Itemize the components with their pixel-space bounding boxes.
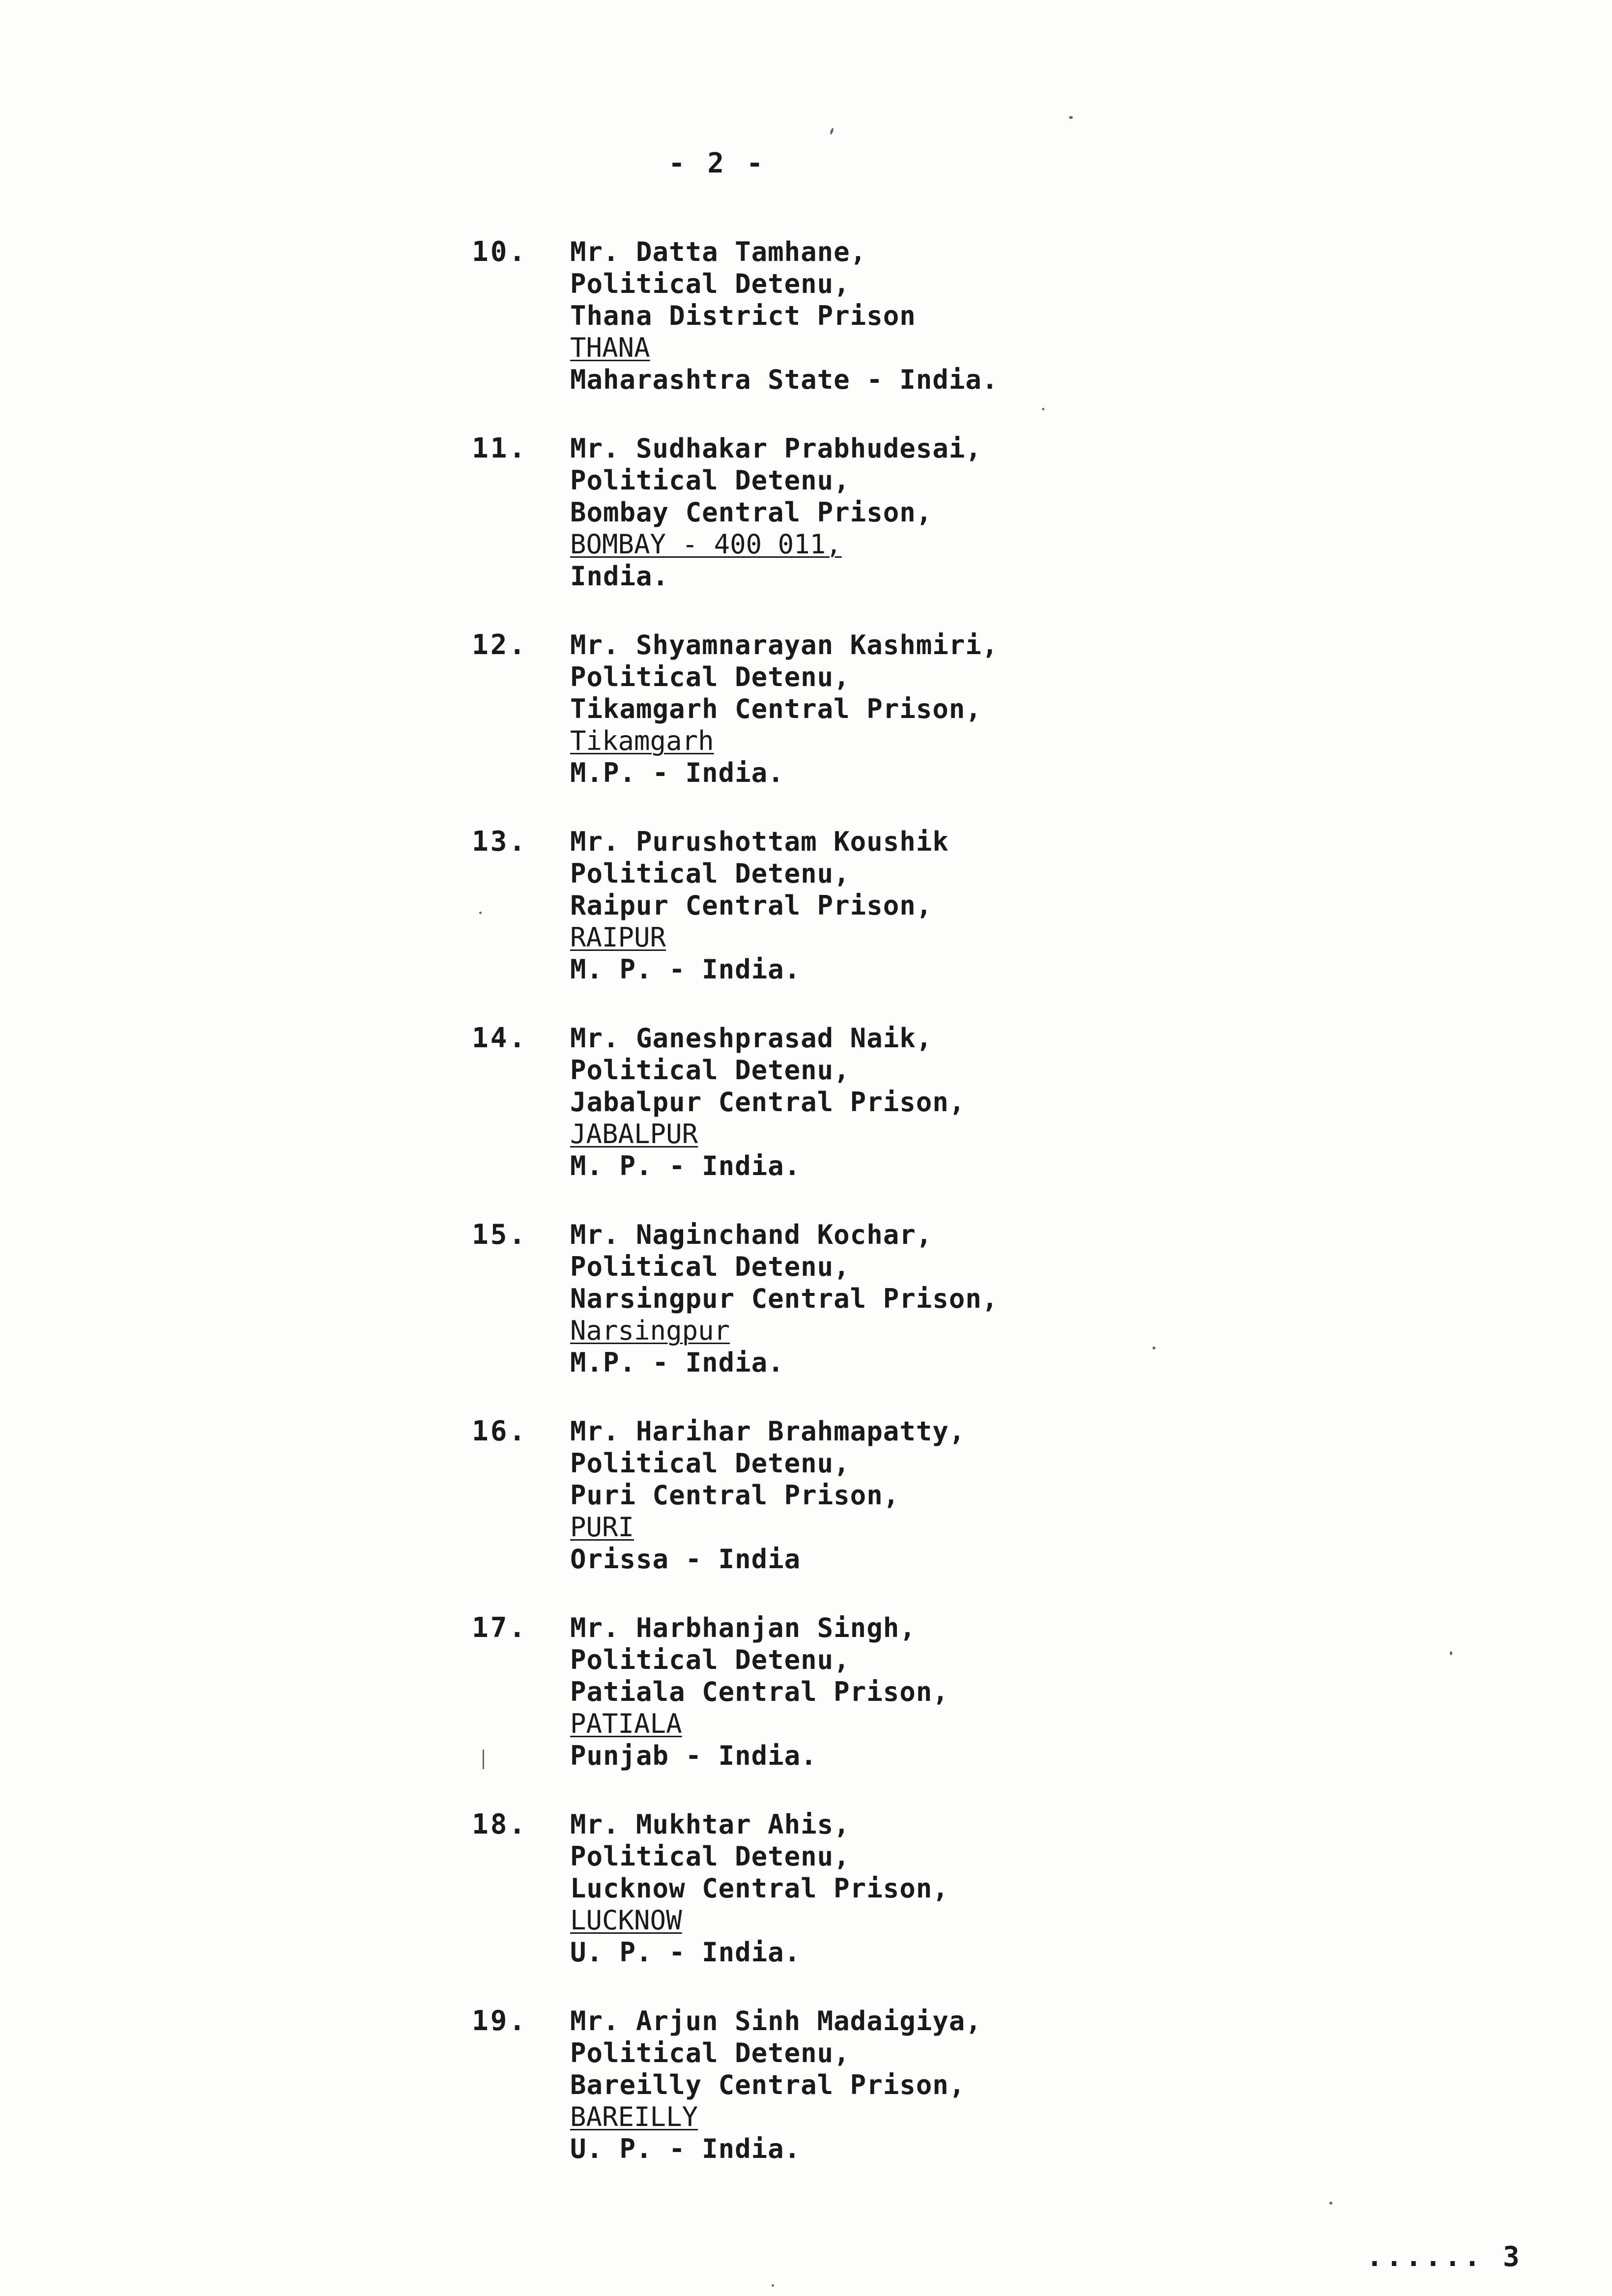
prison-name: Patiala Central Prison,: [570, 1676, 949, 1707]
list-item: [472, 629, 1160, 826]
entry-number: 13.: [472, 826, 528, 858]
prison-city: Tikamgarh: [570, 725, 714, 756]
list-item: [472, 1612, 1160, 1808]
prison-region: Orissa - India: [570, 1544, 801, 1575]
detenu-name: Mr. Harihar Brahmapatty,: [570, 1416, 966, 1447]
list-item: [472, 2005, 1160, 2202]
prison-name: Raipur Central Prison,: [570, 890, 933, 921]
prison-region: Maharashtra State - India.: [570, 364, 999, 395]
address-block: [570, 1219, 1160, 1378]
detenu-status: Political Detenu,: [570, 1055, 850, 1086]
detenu-status: Political Detenu,: [570, 661, 850, 692]
page-number: - 2 -: [668, 147, 766, 179]
scan-speck: [1450, 1651, 1452, 1655]
prison-city: Narsingpur: [570, 1315, 730, 1346]
prison-region: M.P. - India.: [570, 757, 784, 788]
prison-city: BOMBAY - 400 011,: [570, 529, 842, 560]
list-item: [472, 432, 1160, 629]
prison-name: Puri Central Prison,: [570, 1480, 900, 1511]
prison-name: Bareilly Central Prison,: [570, 2069, 966, 2100]
detenu-name: Mr. Mukhtar Ahis,: [570, 1809, 850, 1840]
prison-name: Lucknow Central Prison,: [570, 1873, 949, 1904]
list-item: [472, 1808, 1160, 2005]
address-block: [570, 1612, 1160, 1772]
detenu-status: Political Detenu,: [570, 858, 850, 889]
detenu-list: [472, 236, 1160, 2202]
entry-number: 11.: [472, 432, 528, 464]
detenu-name: Mr. Arjun Sinh Madaigiya,: [570, 2006, 982, 2037]
list-item: [472, 826, 1160, 1022]
scan-speck: [1329, 2202, 1332, 2205]
detenu-name: Mr. Purushottam Koushik: [570, 826, 949, 857]
address-block: [570, 1808, 1160, 1968]
scan-speck: [830, 128, 834, 135]
detenu-status: Political Detenu,: [570, 1251, 850, 1282]
detenu-name: Mr. Harbhanjan Singh,: [570, 1612, 916, 1643]
prison-name: Thana District Prison: [570, 300, 916, 331]
detenu-status: Political Detenu,: [570, 1841, 850, 1872]
detenu-name: Mr. Ganeshprasad Naik,: [570, 1023, 933, 1054]
detenu-name: Mr. Shyamnarayan Kashmiri,: [570, 630, 999, 660]
scan-speck: [1042, 408, 1044, 410]
detenu-name: Mr. Datta Tamhane,: [570, 236, 867, 267]
detenu-status: Political Detenu,: [570, 1448, 850, 1479]
address-block: [570, 1415, 1160, 1575]
list-item: [472, 1415, 1160, 1612]
entry-number: 17.: [472, 1612, 528, 1644]
list-item: [472, 1022, 1160, 1219]
address-block: [570, 1022, 1160, 1182]
entry-number: 19.: [472, 2005, 528, 2037]
prison-city: PATIALA: [570, 1708, 682, 1739]
scan-speck: [772, 2284, 774, 2287]
scan-speck: [1152, 1347, 1155, 1349]
prison-city: RAIPUR: [570, 922, 666, 953]
address-block: [570, 2005, 1160, 2165]
prison-region: India.: [570, 561, 669, 592]
entry-number: 15.: [472, 1219, 528, 1251]
scan-speck: [483, 1750, 484, 1769]
address-block: [570, 826, 1160, 985]
prison-name: Jabalpur Central Prison,: [570, 1087, 966, 1118]
prison-name: Tikamgarh Central Prison,: [570, 693, 982, 724]
entry-number: 18.: [472, 1808, 528, 1840]
prison-city: PURI: [570, 1512, 634, 1543]
prison-city: LUCKNOW: [570, 1905, 682, 1936]
list-item: [472, 236, 1160, 432]
prison-city: JABALPUR: [570, 1119, 698, 1149]
prison-city: THANA: [570, 332, 650, 363]
detenu-name: Mr. Naginchand Kochar,: [570, 1219, 933, 1250]
scan-speck: [1069, 116, 1073, 119]
scan-speck: [479, 912, 482, 914]
detenu-status: Political Detenu,: [570, 2038, 850, 2068]
detenu-status: Political Detenu,: [570, 1644, 850, 1675]
prison-name: Narsingpur Central Prison,: [570, 1283, 999, 1314]
entry-number: 10.: [472, 236, 528, 268]
detenu-status: Political Detenu,: [570, 268, 850, 299]
list-item: [472, 1219, 1160, 1415]
address-block: [570, 432, 1160, 592]
prison-region: M. P. - India.: [570, 1150, 801, 1181]
address-block: [570, 236, 1160, 396]
prison-region: M. P. - India.: [570, 954, 801, 985]
prison-region: U. P. - India.: [570, 1937, 801, 1968]
prison-region: Punjab - India.: [570, 1740, 817, 1771]
entry-number: 12.: [472, 629, 528, 661]
entry-number: 16.: [472, 1415, 528, 1447]
address-block: [570, 629, 1160, 789]
prison-city: BAREILLY: [570, 2101, 698, 2132]
prison-region: M.P. - India.: [570, 1347, 784, 1378]
prison-region: U. P. - India.: [570, 2133, 801, 2164]
continuation-marker: ...... 3: [1366, 2241, 1523, 2273]
entry-number: 14.: [472, 1022, 528, 1054]
detenu-status: Political Detenu,: [570, 465, 850, 496]
detenu-name: Mr. Sudhakar Prabhudesai,: [570, 433, 982, 464]
prison-name: Bombay Central Prison,: [570, 497, 933, 528]
